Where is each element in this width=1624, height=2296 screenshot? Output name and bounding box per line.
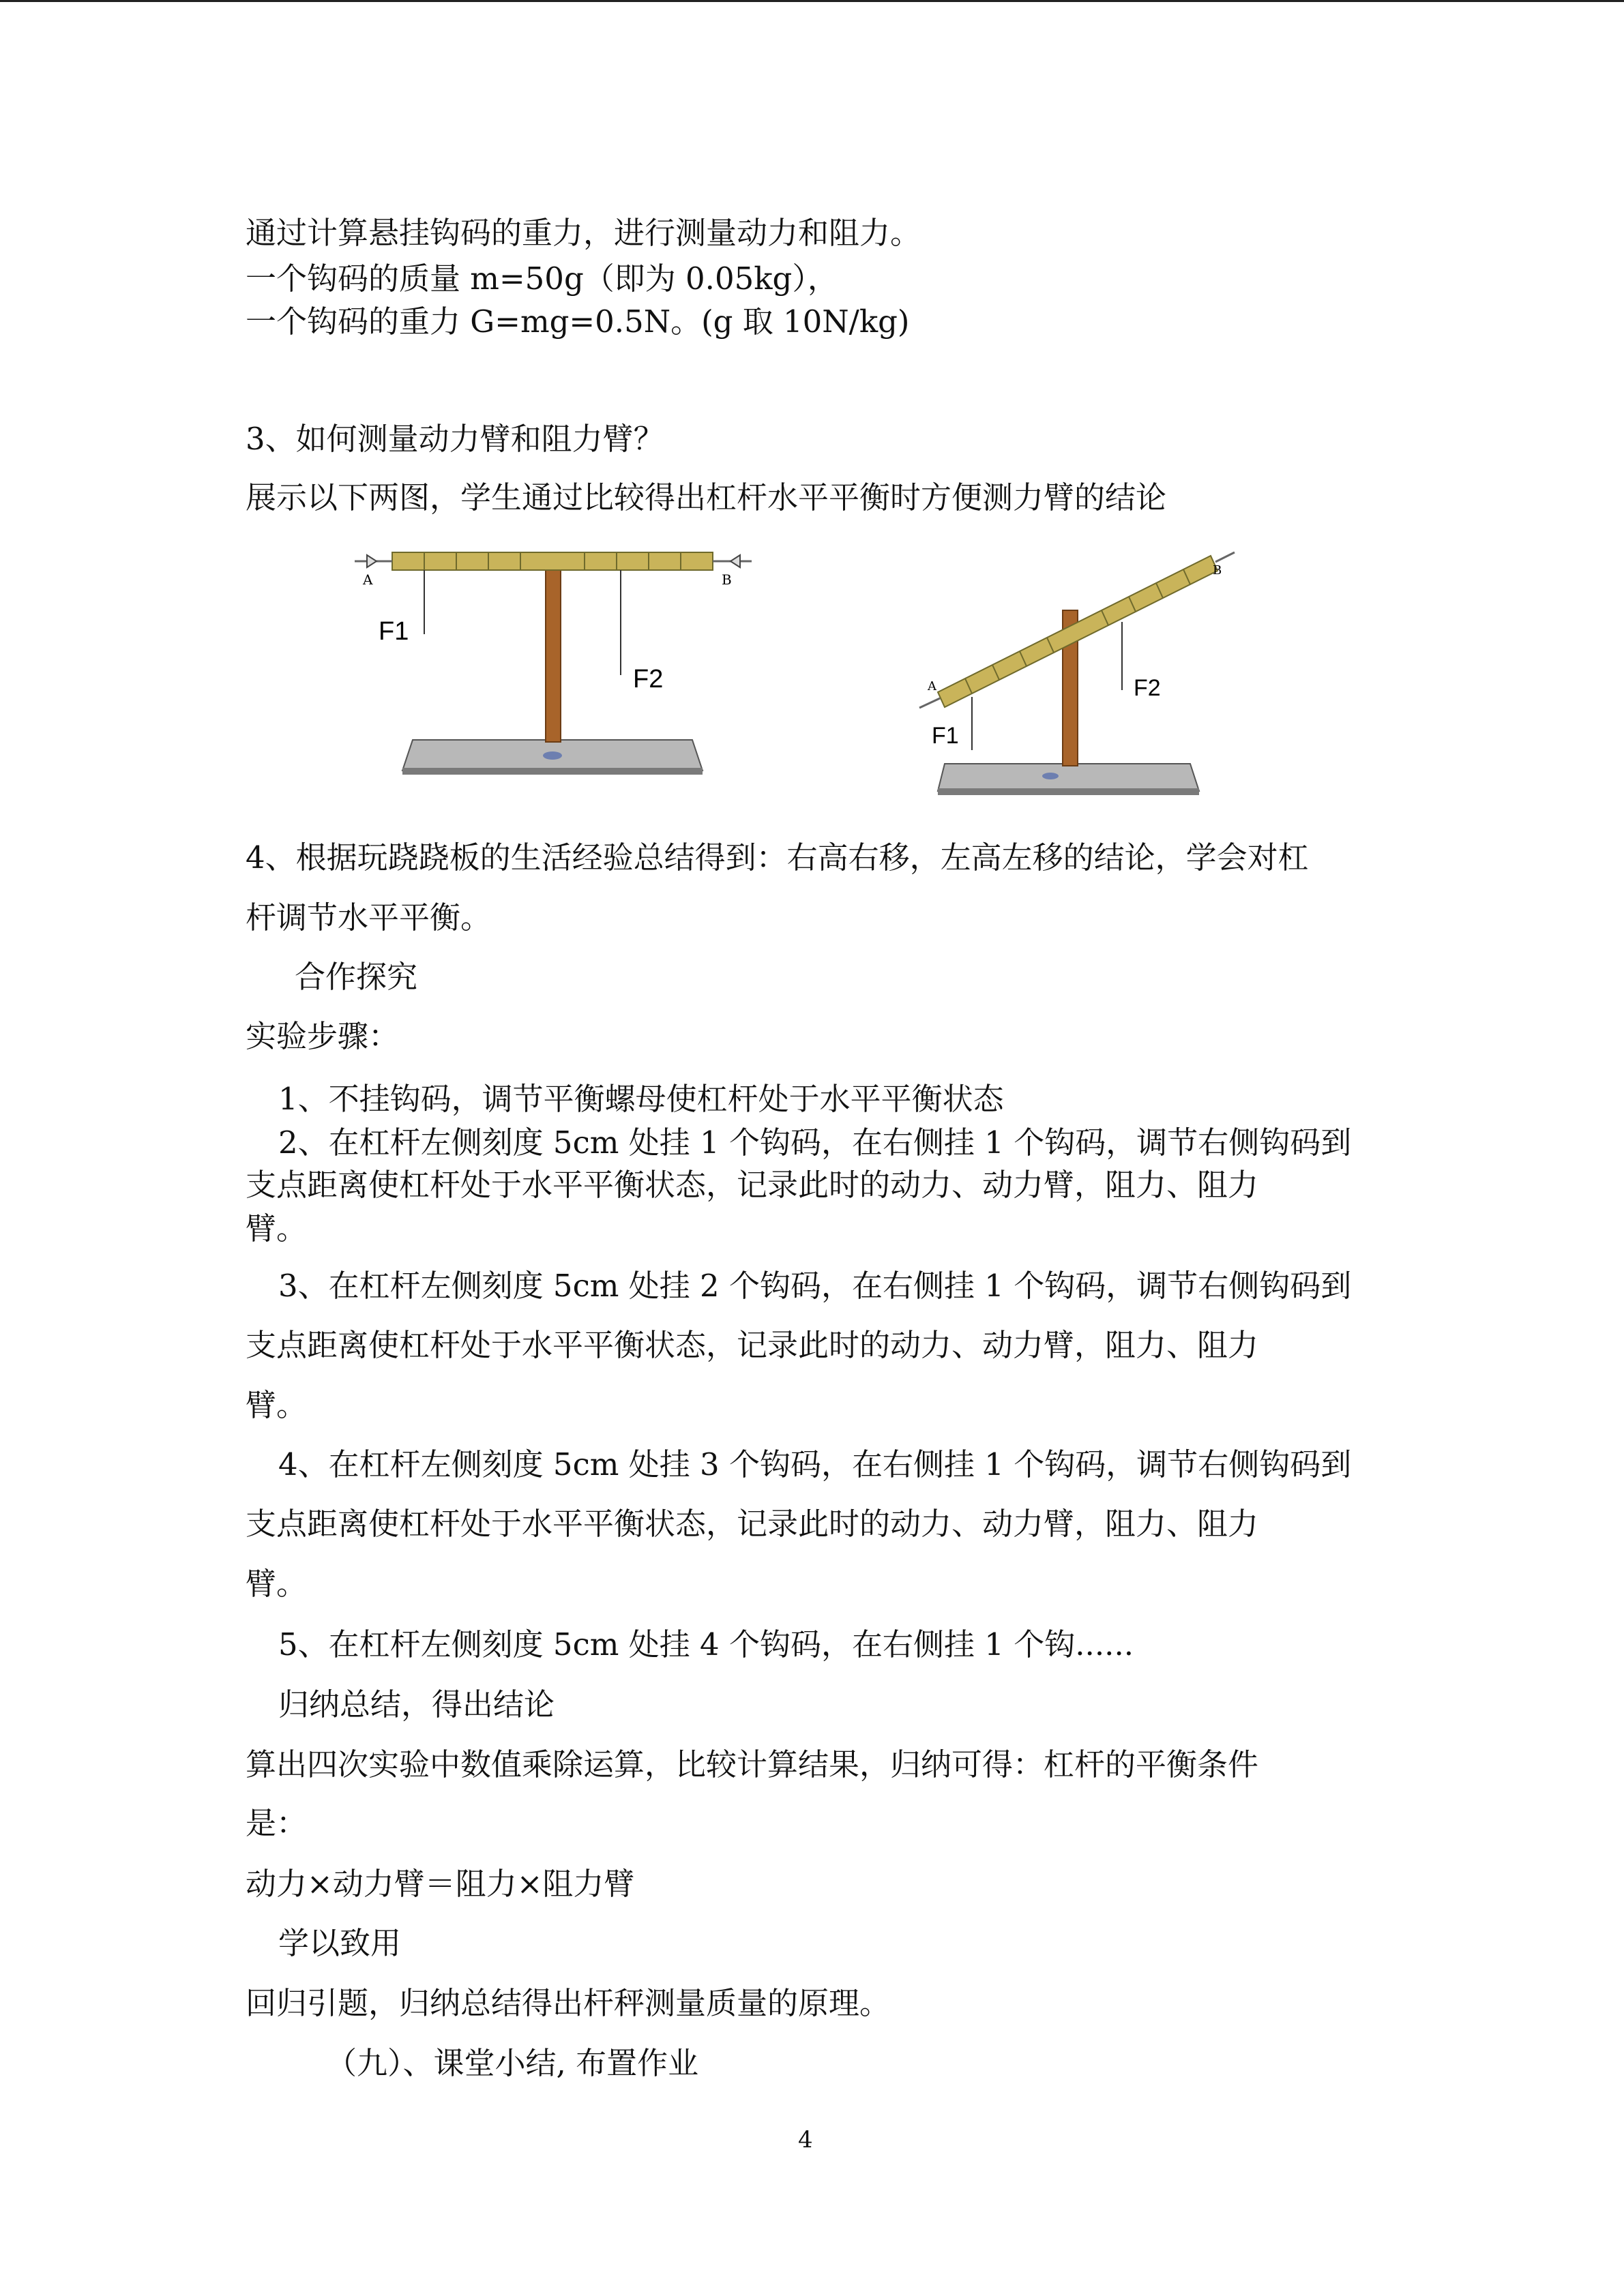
section-nine-heading: （九）、课堂小结, 布置作业 xyxy=(326,2045,699,2081)
step-3-line-1: 3、在杠杆左侧刻度 5cm 处挂 2 个钩码，在右侧挂 1 个钩码，调节右侧钩码到 xyxy=(278,1268,1352,1304)
right-balance-nut xyxy=(730,555,740,567)
right-screw xyxy=(1215,552,1235,562)
base-logo xyxy=(1042,773,1059,779)
base-logo xyxy=(543,751,562,760)
label-f2: F2 xyxy=(1134,675,1161,701)
left-balance-nut xyxy=(367,555,377,567)
step-4-line-1: 4、在杠杆左侧刻度 5cm 处挂 3 个钩码，在右侧挂 1 个钩码，调节右侧钩码到 xyxy=(278,1446,1352,1482)
support-post xyxy=(546,559,561,742)
text-line-1: 通过计算悬挂钩码的重力，进行测量动力和阻力。 xyxy=(246,215,921,251)
step-4-line-2: 支点距离使杠杆处于水平平衡状态，记录此时的动力、动力臂，阻力、阻力 xyxy=(246,1506,1259,1542)
lever-base-edge xyxy=(402,768,703,775)
text-line-show-figures: 展示以下两图，学生通过比较得出杠杆水平平衡时方便测力臂的结论 xyxy=(246,479,1167,516)
lever-base-edge xyxy=(938,788,1199,795)
page-number: 4 xyxy=(798,2126,813,2153)
lever-balance-formula: 动力×动力臂＝阻力×阻力臂 xyxy=(246,1866,635,1902)
lever-tilted-figure xyxy=(914,539,1241,805)
text-line-3: 一个钩码的重力 G=mg=0.5N。(g 取 10N/kg) xyxy=(246,303,910,340)
application-line: 回归引题，归纳总结得出杆秤测量质量的原理。 xyxy=(246,1985,891,2021)
text-line-2: 一个钩码的质量 m=50g（即为 0.05kg）， xyxy=(246,260,838,297)
step-2-line-1: 2、在杠杆左侧刻度 5cm 处挂 1 个钩码，在右侧挂 1 个钩码，调节右侧钩码到 xyxy=(278,1124,1352,1161)
lever-beam xyxy=(392,552,713,570)
label-a: A xyxy=(928,679,936,694)
label-f1: F1 xyxy=(932,723,959,749)
label-b: B xyxy=(722,571,732,588)
lever-base xyxy=(938,764,1199,791)
heading-experiment-steps: 实验步骤： xyxy=(246,1018,400,1054)
step-1: 1、不挂钩码，调节平衡螺母使杠杆处于水平平衡状态 xyxy=(278,1081,1004,1117)
step-2-line-2: 支点距离使杠杆处于水平平衡状态，记录此时的动力、动力臂，阻力、阻力 xyxy=(246,1167,1259,1203)
step-4-line-3: 臂。 xyxy=(246,1566,308,1602)
step-3-line-2: 支点距离使杠杆处于水平平衡状态，记录此时的动力、动力臂，阻力、阻力 xyxy=(246,1327,1259,1363)
lever-horizontal-figure xyxy=(348,539,764,784)
summary-line-1: 算出四次实验中数值乘除运算，比较计算结果，归纳可得：杠杆的平衡条件 xyxy=(246,1746,1259,1783)
label-f1: F1 xyxy=(379,617,409,646)
heading-application: 学以致用 xyxy=(278,1925,402,1961)
label-f2: F2 xyxy=(633,665,664,694)
heading-summary: 归纳总结，得出结论 xyxy=(278,1686,555,1723)
summary-line-2: 是： xyxy=(246,1805,308,1841)
question-3: 3、如何测量动力臂和阻力臂？ xyxy=(246,421,664,457)
point-4-line-2: 杆调节水平平衡。 xyxy=(246,899,492,936)
page-top-border xyxy=(0,0,1624,2)
step-2-line-3: 臂。 xyxy=(246,1210,308,1247)
point-4-line-1: 4、根据玩跷跷板的生活经验总结得到：右高右移，左高左移的结论，学会对杠 xyxy=(246,839,1309,876)
label-b: B xyxy=(1213,563,1222,578)
left-screw xyxy=(919,698,940,708)
heading-cooperative-inquiry: 合作探究 xyxy=(295,959,418,995)
step-5: 5、在杠杆左侧刻度 5cm 处挂 4 个钩码，在右侧挂 1 个钩...... xyxy=(278,1626,1134,1663)
step-3-line-3: 臂。 xyxy=(246,1387,308,1423)
label-a: A xyxy=(363,571,373,588)
